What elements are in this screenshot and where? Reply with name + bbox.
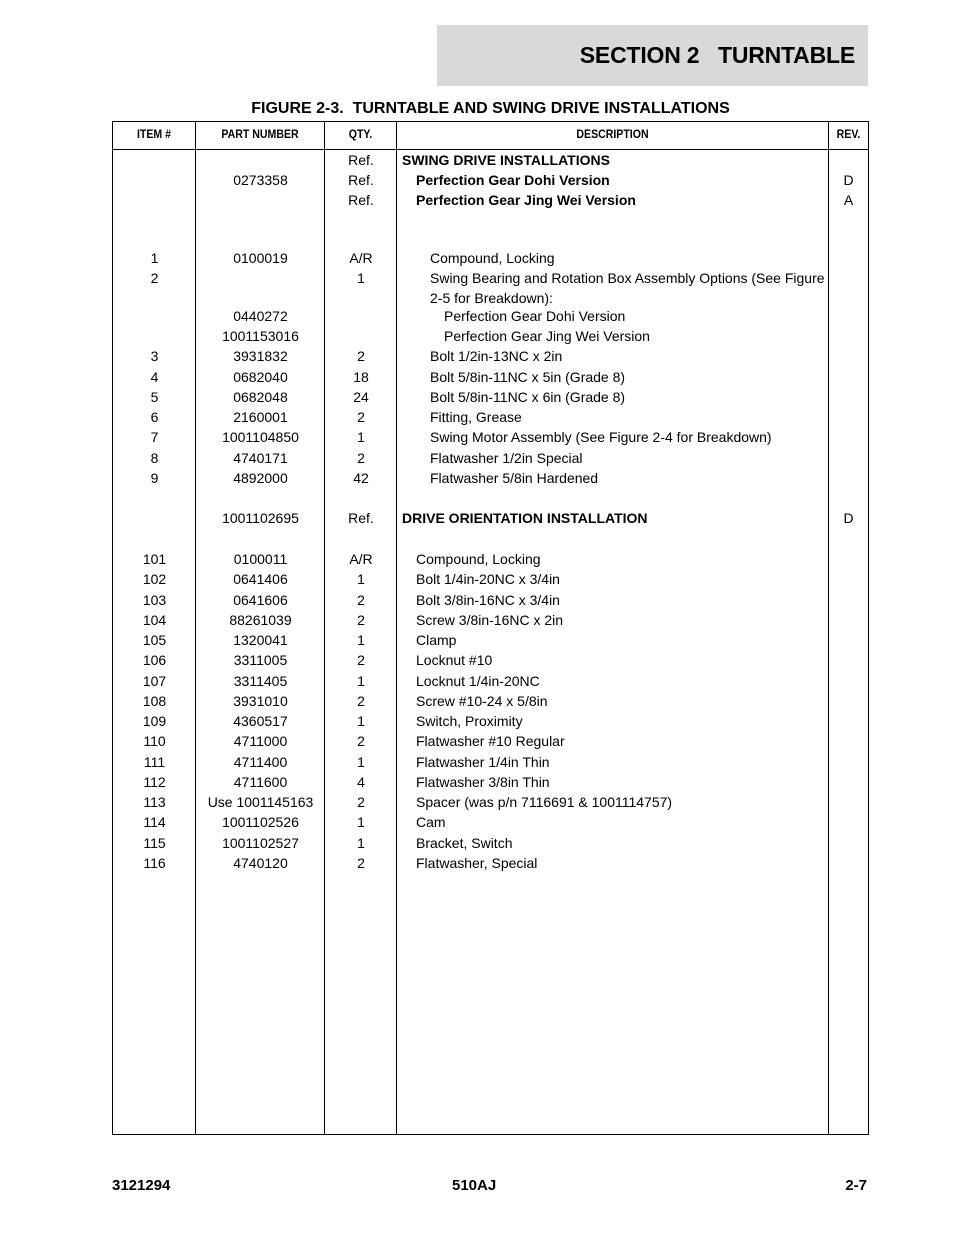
quantity: 2 xyxy=(357,409,365,425)
description: Swing Motor Assembly (See Figure 2-4 for Breakdown) xyxy=(430,429,772,445)
item-number: 115 xyxy=(143,835,166,851)
quantity: Ref. xyxy=(348,152,374,168)
quantity: 1 xyxy=(357,673,365,689)
description: Flatwasher #10 Regular xyxy=(416,733,565,749)
description: Cam xyxy=(416,814,446,830)
item-number: 106 xyxy=(142,652,167,668)
part-number: 1001102527 xyxy=(222,835,299,851)
item-number: 6 xyxy=(150,409,159,425)
part-number: 0641606 xyxy=(233,592,288,608)
description: Swing Bearing and Rotation Box Assembly Options (See Figure 2-5 for Breakdown): xyxy=(430,270,825,306)
part-number: 1001102695 xyxy=(222,510,299,526)
quantity: 2 xyxy=(357,733,365,749)
quantity: 1 xyxy=(357,814,365,830)
quantity: 1 xyxy=(357,632,365,648)
item-number: 5 xyxy=(150,389,159,405)
description: Locknut #10 xyxy=(416,652,493,668)
item-number: 101 xyxy=(142,551,167,567)
quantity: 4 xyxy=(357,774,365,790)
description: Compound, Locking xyxy=(416,551,541,567)
description: Bolt 3/8in-16NC x 3/4in xyxy=(416,592,560,608)
item-number: 110 xyxy=(143,733,166,749)
description: Screw 3/8in-16NC x 2in xyxy=(416,612,564,628)
part-number: 0273358 xyxy=(233,172,288,188)
quantity: 2 xyxy=(357,794,365,810)
description: Spacer (was p/n 7116691 & 1001114757) xyxy=(416,794,673,810)
description: Perfection Gear Jing Wei Version xyxy=(444,328,650,344)
quantity: A/R xyxy=(349,551,373,567)
column-header-description: DESCRIPTION xyxy=(576,127,649,141)
item-number: 112 xyxy=(143,774,166,790)
description: Flatwasher 3/8in Thin xyxy=(416,774,550,790)
item-number: 108 xyxy=(142,693,167,709)
item-number: 109 xyxy=(142,713,167,729)
part-number: 0100011 xyxy=(233,551,288,567)
column-divider xyxy=(828,122,829,1134)
item-number: 111 xyxy=(143,754,166,770)
part-number: 4711000 xyxy=(233,733,288,749)
description: SWING DRIVE INSTALLATIONS xyxy=(402,152,610,168)
item-number: 114 xyxy=(143,814,166,830)
description: Bolt 1/2in-13NC x 2in xyxy=(430,348,563,364)
quantity: 18 xyxy=(353,369,369,385)
description: Clamp xyxy=(416,632,457,648)
quantity: 1 xyxy=(357,835,365,851)
part-number: 0682040 xyxy=(233,369,288,385)
item-number: 103 xyxy=(142,592,167,608)
quantity: 2 xyxy=(357,693,365,709)
section-header xyxy=(437,25,868,86)
quantity: 1 xyxy=(357,429,365,445)
part-number: 4892000 xyxy=(233,470,288,486)
description: Bracket, Switch xyxy=(416,835,513,851)
item-number: 116 xyxy=(143,855,166,871)
column-header-qty: QTY. xyxy=(348,127,373,141)
quantity: Ref. xyxy=(348,192,374,208)
item-number: 113 xyxy=(143,794,166,810)
part-number: 4711400 xyxy=(233,754,288,770)
part-number: 0440272 xyxy=(233,308,288,324)
item-number: 2 xyxy=(150,270,159,286)
part-number: 0682048 xyxy=(233,389,288,405)
quantity: 2 xyxy=(357,855,365,871)
quantity: 1 xyxy=(357,754,365,770)
item-number: 7 xyxy=(150,429,159,445)
part-number: 3931010 xyxy=(233,693,288,709)
description: Bolt 1/4in-20NC x 3/4in xyxy=(416,571,560,587)
part-number: 1001102526 xyxy=(222,814,299,830)
part-number: 3931832 xyxy=(233,348,288,364)
quantity: 1 xyxy=(357,571,365,587)
description: Perfection Gear Dohi Version xyxy=(416,172,610,188)
column-header-item: ITEM # xyxy=(136,127,172,141)
part-number: 0100019 xyxy=(233,250,288,266)
part-number: 4711600 xyxy=(233,774,288,790)
part-number: 1320041 xyxy=(233,632,288,648)
part-number: 88261039 xyxy=(229,612,292,628)
quantity: 2 xyxy=(357,612,365,628)
description: Perfection Gear Dohi Version xyxy=(444,308,626,324)
part-number: 1001153016 xyxy=(222,328,299,344)
column-header-part-number: PART NUMBER xyxy=(221,127,299,141)
part-number: 2160001 xyxy=(233,409,288,425)
item-number: 8 xyxy=(150,450,159,466)
item-number: 1 xyxy=(150,250,159,266)
footer-model: 510AJ xyxy=(452,1177,497,1194)
description: Bolt 5/8in-11NC x 6in (Grade 8) xyxy=(430,389,626,405)
description: Flatwasher 5/8in Hardened xyxy=(430,470,599,486)
revision: D xyxy=(843,172,854,188)
quantity: 1 xyxy=(357,270,365,286)
quantity: 42 xyxy=(353,470,369,486)
quantity: 2 xyxy=(357,592,365,608)
quantity: 24 xyxy=(353,389,369,405)
footer-page-number: 2-7 xyxy=(845,1177,867,1194)
description: Bolt 5/8in-11NC x 5in (Grade 8) xyxy=(430,369,626,385)
revision: D xyxy=(843,510,854,526)
part-number: 3311005 xyxy=(233,652,288,668)
quantity: 2 xyxy=(357,348,365,364)
quantity: 2 xyxy=(357,652,365,668)
description: Switch, Proximity xyxy=(416,713,523,729)
part-number: 3311405 xyxy=(233,673,288,689)
quantity: 2 xyxy=(357,450,365,466)
quantity: A/R xyxy=(349,250,373,266)
description: Flatwasher 1/2in Special xyxy=(430,450,583,466)
part-number: Use 1001145163 xyxy=(207,794,314,810)
part-number: 1001104850 xyxy=(222,429,299,445)
revision: A xyxy=(843,192,854,208)
part-number: 4360517 xyxy=(233,713,288,729)
item-number: 4 xyxy=(150,369,159,385)
quantity: Ref. xyxy=(348,172,374,188)
column-header-rev: REV. xyxy=(836,127,861,141)
description: Flatwasher 1/4in Thin xyxy=(416,754,550,770)
part-number: 0641406 xyxy=(233,571,288,587)
description: Fitting, Grease xyxy=(430,409,522,425)
part-number: 4740120 xyxy=(233,855,288,871)
part-number: 4740171 xyxy=(233,450,288,466)
item-number: 107 xyxy=(142,673,167,689)
figure-title: FIGURE 2-3. TURNTABLE AND SWING DRIVE INSTALLATIONS xyxy=(251,100,730,117)
footer-document-number: 3121294 xyxy=(112,1177,171,1194)
description: Perfection Gear Jing Wei Version xyxy=(416,192,636,208)
section-title: SECTION 2 TURNTABLE xyxy=(579,42,855,68)
quantity: 1 xyxy=(357,713,365,729)
item-number: 102 xyxy=(142,571,167,587)
description: Screw #10-24 x 5/8in xyxy=(416,693,548,709)
description: DRIVE ORIENTATION INSTALLATION xyxy=(402,510,648,526)
description: Flatwasher, Special xyxy=(416,855,538,871)
quantity: Ref. xyxy=(348,510,374,526)
parts-table xyxy=(112,121,869,1135)
item-number: 3 xyxy=(150,348,159,364)
description: Compound, Locking xyxy=(430,250,555,266)
item-number: 105 xyxy=(142,632,167,648)
item-number: 104 xyxy=(142,612,167,628)
item-number: 9 xyxy=(150,470,159,486)
description: Locknut 1/4in-20NC xyxy=(416,673,540,689)
